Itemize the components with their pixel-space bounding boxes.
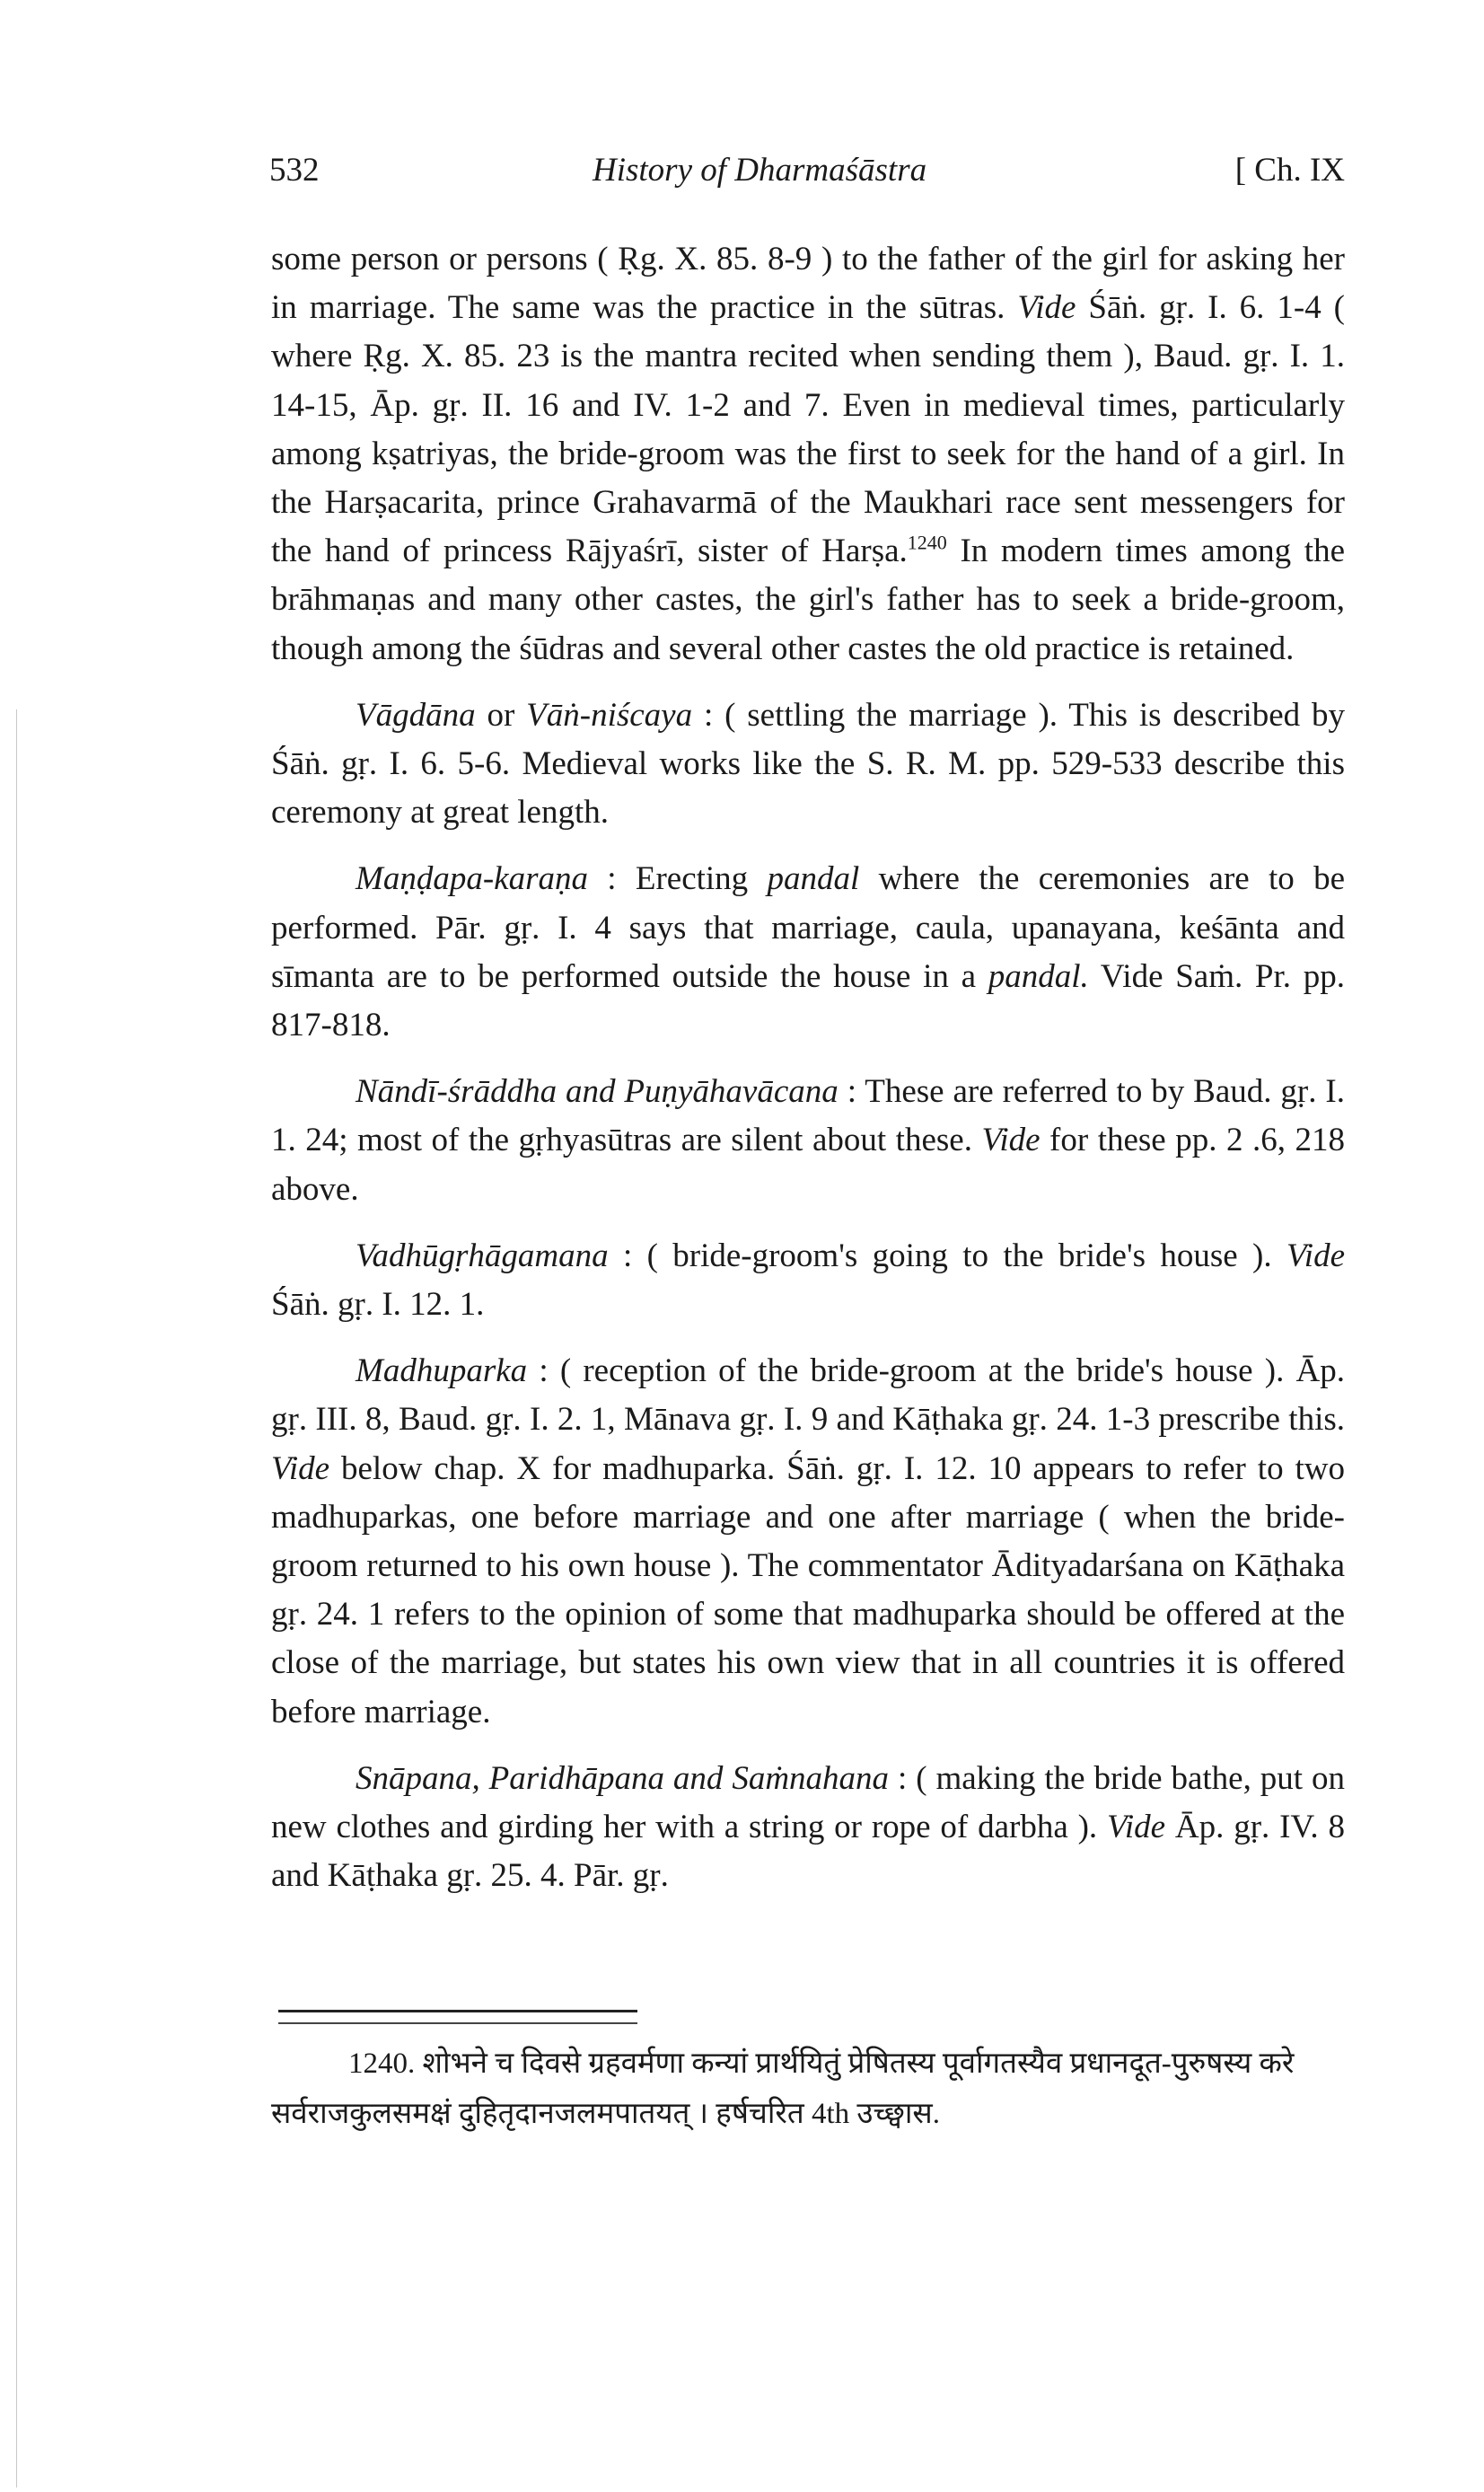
paragraph-text: : ( making the bride bathe, put on new clothes and girding her with a string or rope of darbha ). [271,1759,1346,1846]
italic-term: pandal [767,860,860,898]
scan-margin-line [16,709,17,2488]
paragraph-text: : ( settling the marriage ). This is described by Śāṅ. gṛ. I. 6. 5-6. Medieval works like the S. R. M. pp. 529-533 describe this ceremony at great length. [271,696,1346,832]
paragraph-nandi [271,1068,1345,1214]
paragraph-1-text-2: Śāṅ. gṛ. I. 6. 1-4 ( where Ṛg. X. 85. 23 is the mantra recited when sending them ), Baud. gṛ. I. 1. 14-15, Āp. gṛ. II. 16 and IV. 1-2 and 7. Even in medieval times, particularly among kṣatriyas, the bride-groom was the first to seek for the hand of a girl. In the Harṣacarita, prince Grahavarmā of the Maukhari race sent messengers for the hand of princess Rājyaśrī, sister of Harṣa. [271,289,1345,570]
page-number: 532 [269,152,320,189]
paragraph-snapana [271,1755,1345,1901]
paragraph-text: : ( reception of the bride-groom at the bride's house ). Āp. gṛ. III. 8, Baud. gṛ. I. 2. 1, Mānava gṛ. I. 9 and Kāṭhaka gṛ. 24. 1-3 prescribe this. [271,1352,1345,1439]
footnote [271,2039,1345,2139]
chapter-label: [ Ch. IX [1234,152,1345,189]
italic-term-2: pandal. [988,957,1089,995]
footnote-text: शोभने च दिवसे ग्रहवर्मणा कन्यां प्रार्थयितुं प्रेषितस्य पूर्वागतस्यैव प्रधानदूत-पुरुषस्य करे सर्वराजकुलसमक्षं दुहितृदानजलमपातयत् । हर्षचरित 4th उच्छ्वास. [271,2047,1295,2130]
italic-term: Vide [981,1122,1041,1159]
footnote-divider-thin [278,2022,637,2024]
section-heading: Vāgdāna [356,696,476,734]
paragraph-text-3: Vide Saṁ. Pr. pp. 817-818. [271,957,1345,1044]
paragraph-text: : Erecting [587,860,768,898]
italic-term: Vide [1286,1237,1345,1274]
paragraph-text-2: below chap. X for madhuparka. Śāṅ. gṛ. I. 12. 10 appears to refer to two madhuparkas, one before marriage and one after marriage ( when the bride-groom returned to his own house ). The commentator Ādityadarśana on Kāṭhaka gṛ. 24. 1 refers to the opinion of some that madhuparka should be offered at the close of the marriage, but states his own view that in all countries it is offered before marriage. [271,1449,1345,1730]
footnote-reference[interactable]: 1240 [907,531,947,554]
section-heading-alt: Vāṅ-niścaya [526,696,693,734]
paragraph-vadhugrha [271,1232,1345,1329]
paragraph-text-2: where the ceremonies are to be performed. Pār. gṛ. I. 4 says that marriage, caula, upanayana, keśānta and sīmanta are to be performed outside the house in a [271,860,1345,995]
paragraph-text-2: for these pp. 2 .6, 218 above. [271,1122,1345,1208]
book-title: History of Dharmaśāstra [593,152,927,189]
paragraph-madhuparka [271,1347,1345,1737]
section-heading: Vadhūgṛhāgamana [356,1237,609,1274]
section-heading: Nāndī-śrāddha and Puṇyāhavācana [356,1073,839,1111]
paragraph-1 [271,235,1345,674]
paragraph-1-text-3: In modern times among the brāhmaṇas and many other castes, the girl's father has to seek a bride-groom, though among the śūdras and several other castes the old practice is retained. [271,533,1345,667]
section-heading: Madhuparka [356,1352,528,1390]
paragraph-text: : ( bride-groom's going to the bride's house ). [608,1237,1286,1274]
paragraph-connector: or [475,696,527,734]
paragraph-mandapa [271,855,1345,1050]
paragraph-1-italic: Vide [1017,289,1076,327]
section-heading: Maṇḍapa-karaṇa [356,860,588,898]
body-text [271,235,1345,1919]
italic-term: Vide [1107,1809,1166,1846]
paragraph-vagdana [271,691,1345,838]
paragraph-text: : These are referred to by Baud. gṛ. I. 1. 24; most of the gṛhyasūtras are silent about these. [271,1073,1345,1159]
running-header [269,151,1345,205]
paragraph-text-2: Āp. gṛ. IV. 8 and Kāṭhaka gṛ. 25. 4. Pār. gṛ. [271,1809,1345,1895]
paragraph-1-text: some person or persons ( Ṛg. X. 85. 8-9 ) to the father of the girl for asking her in marriage. The same was the practice in the sūtras. [271,241,1345,327]
footnote-number: 1240. [348,2047,416,2080]
paragraph-text-2: Śāṅ. gṛ. I. 12. 1. [271,1286,485,1324]
italic-term: Vide [271,1449,330,1487]
footnote-divider [278,2010,637,2012]
section-heading: Snāpana, Paridhāpana and Saṁnahana [356,1759,890,1797]
